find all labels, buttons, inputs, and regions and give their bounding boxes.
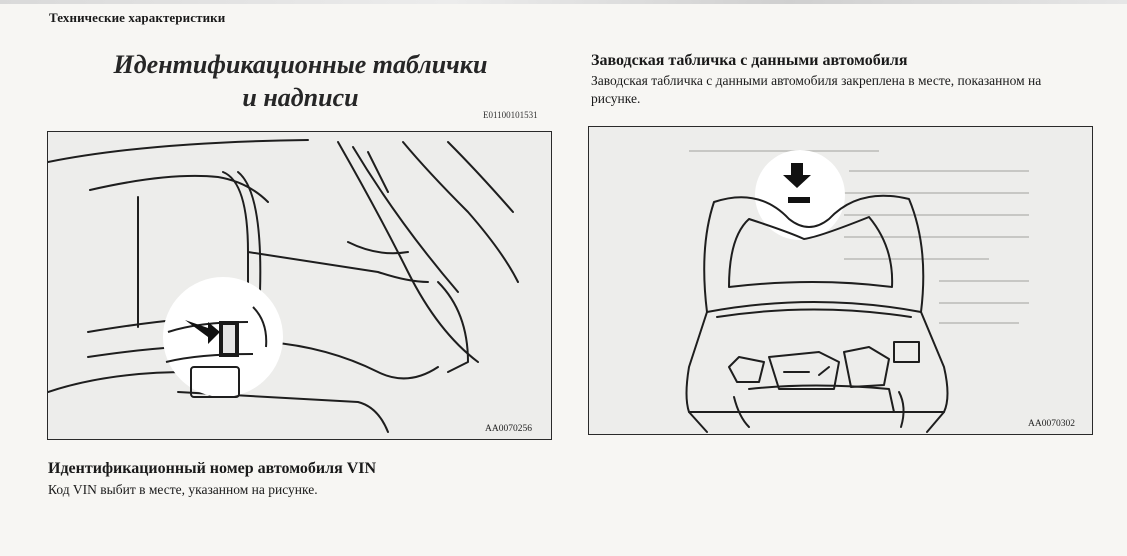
page-title-line-1: Идентификационные таблички	[113, 50, 488, 79]
plate-marker	[788, 197, 810, 203]
vin-heading: Идентификационный номер автомобиля VIN	[48, 460, 377, 477]
engine-bay-illustration	[589, 127, 1092, 434]
vin-location-figure	[47, 131, 552, 440]
document-code: E01100101531	[483, 110, 538, 120]
vin-illustration	[48, 132, 551, 439]
page-top-edge	[0, 0, 1127, 4]
figure-label: AA0070302	[1028, 419, 1075, 429]
vin-description: Код VIN выбит в месте, указанном на рисунке.	[48, 482, 318, 497]
figure-label: AA0070256	[485, 424, 532, 434]
plate-heading: Заводская табличка с данными автомобиля	[591, 52, 908, 69]
page-title	[48, 48, 553, 114]
plate-location-figure	[588, 126, 1093, 435]
page-title-line-2: и надписи	[242, 83, 359, 112]
section-header: Технические характеристики	[49, 10, 226, 25]
plate-description: Заводская табличка с данными автомобиля закреплена в месте, показанном на рисунке.	[591, 73, 1042, 106]
